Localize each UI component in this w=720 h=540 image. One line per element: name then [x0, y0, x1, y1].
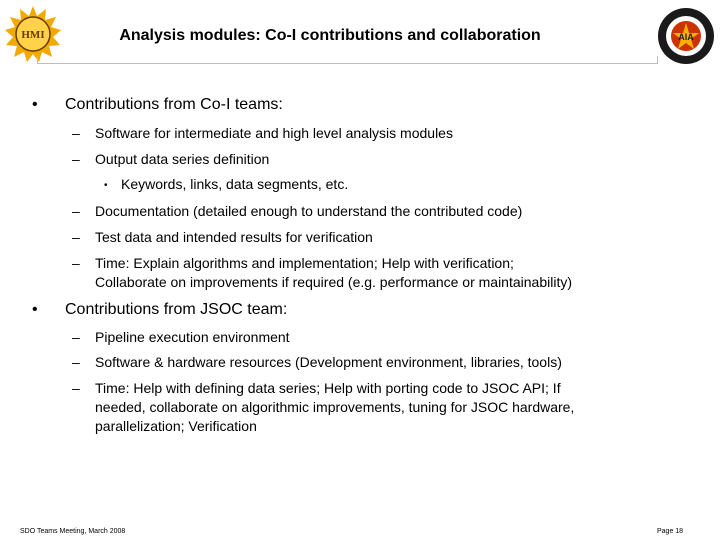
- dash-icon: –: [72, 255, 80, 271]
- header-rule-right-tick: [657, 56, 658, 64]
- page-title: Analysis modules: Co-I contributions and collaboration: [119, 27, 541, 44]
- section2-heading-text: Contributions from JSOC team:: [65, 301, 288, 318]
- dash-icon: –: [72, 380, 80, 396]
- dash-icon: –: [72, 151, 80, 167]
- bullet-icon: •: [32, 301, 38, 318]
- aia-logo-text: AIA: [678, 32, 694, 42]
- dash-icon: –: [72, 125, 80, 141]
- hmi-logo-text: HMI: [21, 29, 45, 41]
- dash-icon: –: [72, 329, 80, 345]
- dash-icon: –: [72, 203, 80, 219]
- footer-meeting: SDO Teams Meeting, March 2008: [20, 528, 126, 535]
- header-divider: [37, 63, 657, 64]
- sub-bullet-icon: •: [104, 180, 108, 191]
- dash-icon: –: [72, 354, 80, 370]
- bullet-icon: •: [32, 96, 38, 113]
- footer-page-number: Page 18: [657, 528, 684, 535]
- section1-heading-text: Contributions from Co-I teams:: [65, 96, 283, 113]
- dash-icon: –: [72, 229, 80, 245]
- aia-logo: [656, 6, 716, 66]
